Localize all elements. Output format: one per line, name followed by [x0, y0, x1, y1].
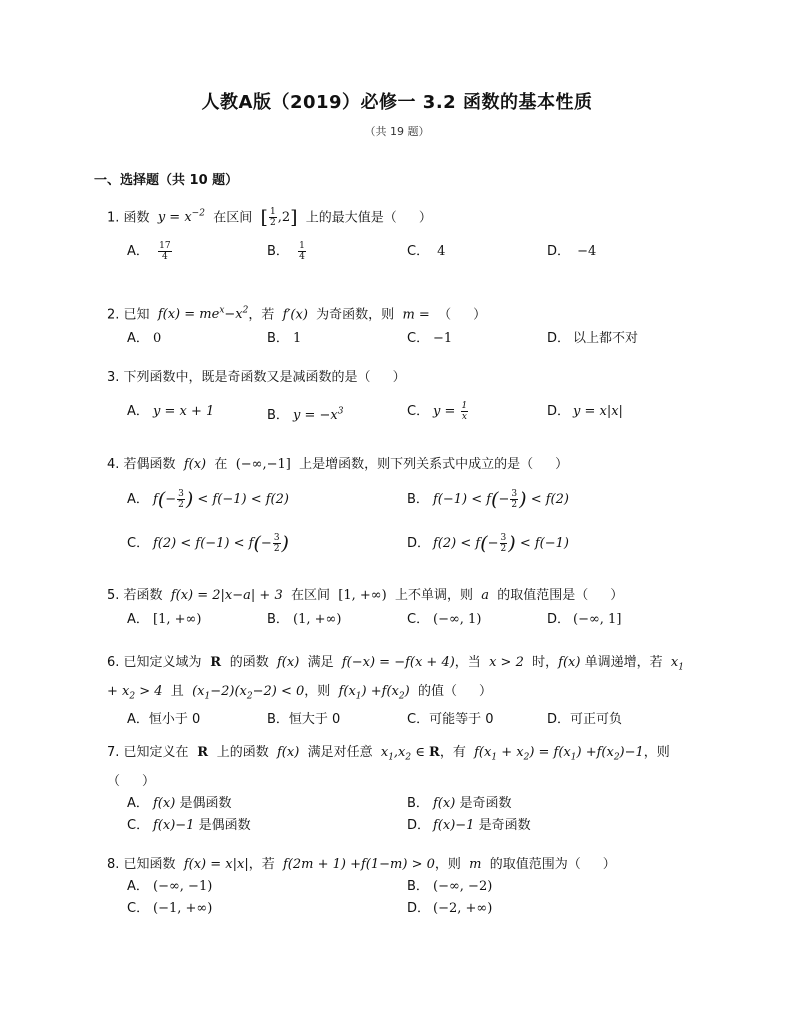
question-stem: 4. 若偶函数 f(x) 在 (−∞,−1] 上是增函数，则下列关系式中成立的是（ ）: [107, 457, 569, 472]
option-c: C． f(2) < f(−1) < f(− $\frac{3}{2}$ ): [127, 532, 289, 554]
option-b: B． $y = -x^3$: [267, 407, 344, 424]
math-expression: f′(x): [278, 307, 313, 323]
options: [127, 531, 727, 555]
math-expression: f(x) = 2|x−a| + 3: [166, 588, 287, 603]
page-subtitle: （共 19 题）: [364, 125, 430, 138]
question-stem: 2. 已知 $f(x) = me^x-x^2$，若 f′(x) 为奇函数，则 m = （ ）: [107, 306, 487, 323]
option-d: D． 以上都不对: [547, 331, 639, 347]
question-4: [107, 453, 727, 555]
question-5: [107, 584, 727, 632]
option-d: D． f(2) < f(− $\frac{3}{2}$ ) < f(−1): [407, 532, 569, 554]
options: [127, 400, 727, 424]
options: [127, 897, 727, 921]
option-c: C． (−∞, 1): [407, 612, 482, 627]
option-a: A． f(x) 是偶函数: [127, 795, 232, 811]
option-a: A． [1, +∞): [127, 612, 202, 627]
math-expression: R: [205, 655, 226, 670]
math-expression: f(−x) = −f(x + 4): [337, 655, 455, 670]
math-expression: f(x): [179, 457, 211, 472]
option-b: B．恒大于 0: [267, 712, 341, 728]
option-a: A．恒小于 0: [127, 712, 201, 728]
options: [127, 814, 727, 838]
math-expression: $f(x_1 + x_2) = f(x_1) +f(x_2)-1$: [469, 745, 644, 763]
option-d: D． (−2, +∞): [407, 901, 493, 916]
option-b: B． (1, +∞): [267, 612, 342, 627]
option-d: D． −4: [547, 244, 597, 260]
question-stem: 1. 函数 $y = x^{-2}$ 在区间 [ $\frac{1}{2}$ ,2] 上的最大值是（ ）: [107, 206, 432, 229]
math-expression: f(x): [272, 745, 304, 760]
option-d: D． y = x|x|: [547, 404, 623, 419]
question-6: [107, 651, 727, 732]
question-1: [107, 202, 727, 264]
question-stem: 7. 已知定义在 R 上的函数 f(x) 满足对任意 $x_1,x_2$ ∈ R，有 $f(x_1 + x_2) = f(x_1) +f(x_2)-1$，则: [107, 745, 670, 763]
question-8: [107, 853, 727, 921]
option-c: C． (−1, +∞): [127, 901, 213, 916]
math-expression: f(2m + 1) +f(1−m) > 0: [278, 857, 435, 872]
question-stem: 6. 已知定义域为 R 的函数 f(x) 满足 f(−x) = −f(x + 4)，当 x > 2 时，f(x) 单调递增，若 $x_1$: [107, 655, 684, 673]
section-heading: 一、选择题（共 10 题）: [94, 173, 239, 188]
options: [127, 708, 727, 732]
option-a: A． $\frac{17}{4}$: [127, 241, 171, 263]
page-title: 人教A版（2019）必修一 3.2 函数的基本性质: [201, 92, 593, 113]
option-c: C．可能等于 0: [407, 712, 494, 728]
options: [127, 487, 727, 511]
math-expression: $f(x) = me^x-x^2$: [153, 306, 249, 323]
option-b: B． 1: [267, 331, 302, 347]
question-2: [107, 299, 727, 351]
math-expression: [ $\frac{1}{2}$ ,2]: [260, 206, 298, 229]
math-expression: f(x) = x|x|: [179, 857, 249, 872]
option-c: C． 4: [407, 244, 446, 260]
option-d: D． (−∞, 1]: [547, 612, 622, 627]
options: [127, 240, 727, 264]
math-expression: (−∞,−1]: [231, 457, 295, 472]
options: [127, 792, 727, 816]
option-d: D．可正可负: [547, 712, 623, 728]
math-expression: $y = x^{-2}$: [153, 209, 205, 226]
options: [127, 327, 727, 351]
option-a: A． f(− $\frac{3}{2}$ ) < f(−1) < f(2): [127, 488, 289, 510]
options: [127, 875, 727, 899]
question-stem: 3. 下列函数中，既是奇函数又是减函数的是（ ）: [107, 370, 406, 385]
option-a: A． y = x + 1: [127, 404, 215, 419]
option-b: B． f(−1) < f(− $\frac{3}{2}$ ) < f(2): [407, 488, 569, 510]
question-3: [107, 366, 727, 424]
option-b: B． $\frac{1}{4}$: [267, 241, 305, 263]
question-stem-line-2: + $x_2 > 4$ 且 $(x_1-2)(x_2-2) < 0$，则 $f(x_1) +f(x_2)$ 的值（ ）: [107, 683, 492, 702]
math-expression: a: [477, 588, 494, 603]
math-expression: R: [192, 745, 213, 760]
math-expression: $x_1,x_2$ ∈ R: [376, 745, 440, 763]
question-stem: 8. 已知函数 f(x) = x|x|，若 f(2m + 1) +f(1−m) > 0，则 m 的取值范围为（ ）: [107, 857, 616, 872]
math-expression: f(x): [272, 655, 304, 670]
option-c: C． −1: [407, 331, 453, 347]
question-7: [107, 741, 727, 838]
option-b: B． (−∞, −2): [407, 879, 493, 894]
option-a: A． 0: [127, 331, 162, 347]
math-expression: x > 2: [484, 655, 528, 670]
question-stem-line-2: （ ）: [107, 773, 156, 789]
question-stem: 5. 若函数 f(x) = 2|x−a| + 3 在区间 [1, +∞) 上不单调，则 a 的取值范围是（ ）: [107, 588, 624, 603]
math-expression: m: [465, 857, 486, 872]
option-c: C． f(x)−1 是偶函数: [127, 817, 251, 833]
options: [127, 608, 727, 632]
option-b: B． f(x) 是奇函数: [407, 795, 512, 811]
math-expression: [1, +∞): [334, 588, 391, 603]
option-a: A． (−∞, −1): [127, 879, 213, 894]
option-c: C． y = $\frac{1}{x}$: [407, 401, 468, 422]
option-d: D． f(x)−1 是奇函数: [407, 817, 531, 833]
math-expression: m =: [398, 307, 434, 323]
